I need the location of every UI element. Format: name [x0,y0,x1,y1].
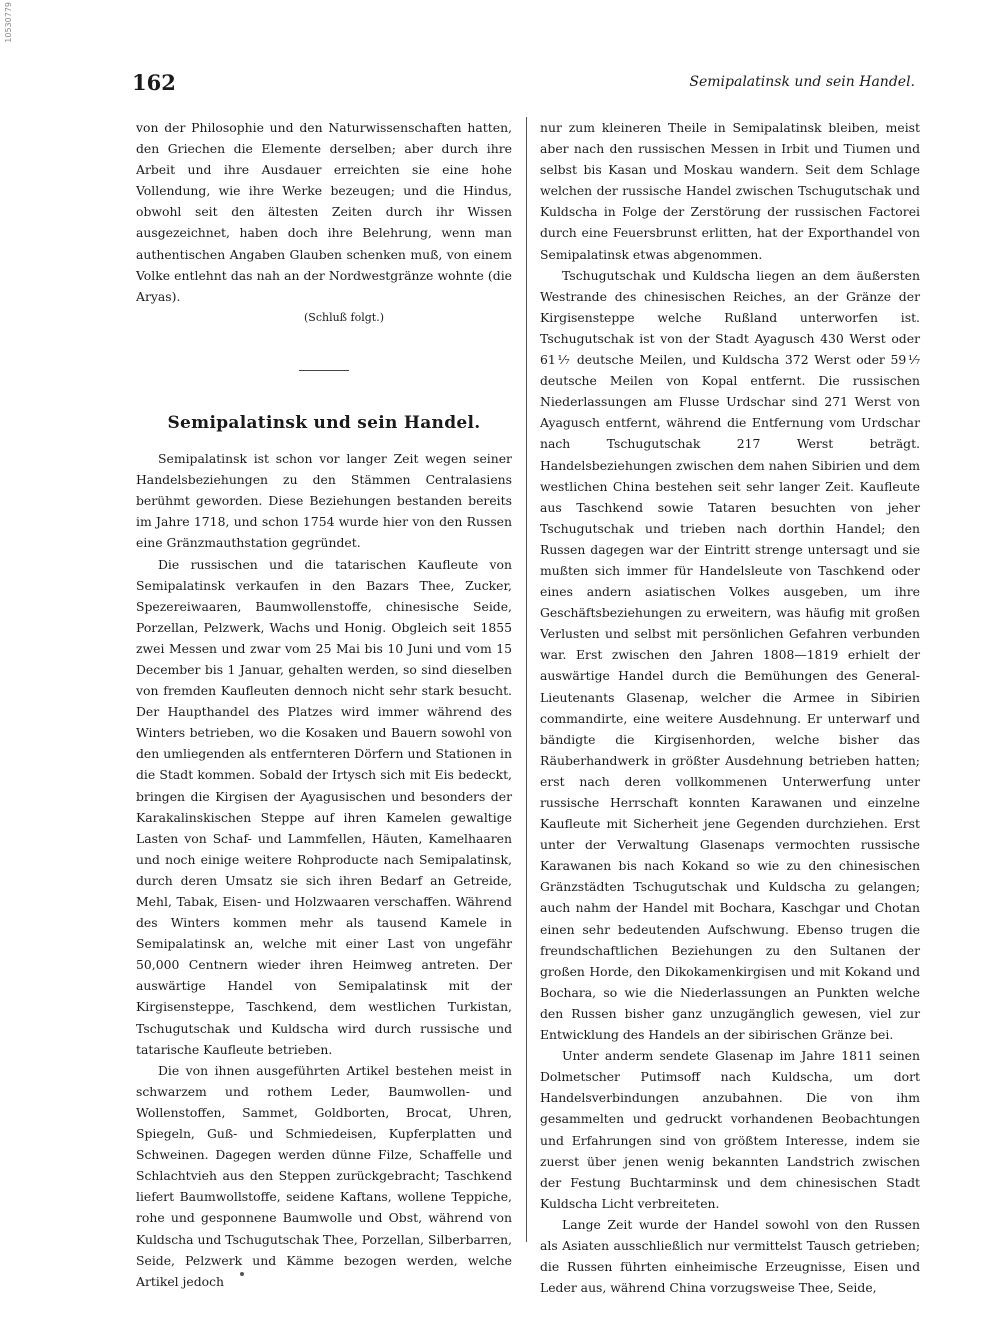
page-number: 162 [132,70,176,95]
page-header [132,70,917,100]
body-paragraph: Unter anderm sendete Glasenap im Jahre 1811 seinen Dolmetscher Putimsoff nach Kuldscha, um dort Handelsverbindungen anzubahnen. Die von ihm gesammelten und gedruckt vorhandenen Beobachtungen und Erfahrungen sind von größtem Interesse, indem sie zuerst über jenen wenig bekannten Landstrich zwischen der Festung Buchtarminsk und dem chinesischen Stadt Kuldscha Licht verbreiteten. [540,1048,920,1211]
body-paragraph: Semipalatinsk ist schon vor langer Zeit wegen seiner Handelsbeziehungen zu den Stämmen Centralasiens berühmt geworden. Diese Beziehungen bestanden bereits im Jahre 1718, und schon 1754 wurde hier von den Russen eine Gränzmauthstation gegründet. [136,451,512,551]
column-divider [526,117,527,1242]
running-title: Semipalatinsk und sein Handel. [689,74,915,90]
scan-speck [240,1272,244,1276]
section-divider [299,370,349,371]
body-paragraph: Tschugutschak und Kuldscha liegen an dem äußersten Westrande des chinesischen Reiches, an der Gränze der Kirgisensteppe welche Rußland unterworfen ist. Tschugutschak ist von der Stadt Ayagusch 430 Werst oder 61⅐ deutsche Meilen, und Kuldscha 372 Werst oder 59⅐ deutsche Meilen von Kopal entfernt. Die russischen Niederlassungen am Flusse Urdschar sind 271 Werst von Ayagusch entfernt, während die Entfernung vom Urdschar nach Tschugutschak 217 Werst beträgt. Handelsbeziehungen zwischen dem nahen Sibirien und dem westlichen China bestehen seit sehr langer Zeit. Kaufleute aus Taschkend sowie Tataren besuchten von jeher Tschugutschak und trieben nach dorthin Handel; den Russen dagegen war der Eintritt strenge untersagt und sie mußten sich immer für Handelsleute von Taschkend oder eines andern asiatischen Volkes ausgeben, um ihre Geschäftsbeziehungen zu erweitern, was häufig mit großen Verlusten und selbst mit persönlichen Gefahren verbunden war. Erst zwischen den Jahren 1808—1819 erhielt der auswärtige Handel durch die Bemühungen des General-Lieutenants Glasenap, welcher die Armee in Sibirien commandirte, eine weitere Ausdehnung. Er unterwarf und bändigte die Kirgisenhorden, welche bisher das Räuberhandwerk in größter Ausdehnung betrieben hatten; erst nach deren vollkommenen Unterwerfung unter russische Herrschaft konnten Karawanen und einzelne Kaufleute mit Sicherheit jene Gegenden durchziehen. Erst unter der Verwaltung Glasenaps vermochten russische Karawanen bis nach Kokand so wie zu den chinesischen Gränzstädten Tschugutschak und Kuldscha zu gelangen; auch nahm der Handel mit Bochara, Kaschgar und Chotan einen sehr bedeutenden Aufschwung. Ebenso trugen die freundschaftlichen Beziehungen zu den Sultanen der großen Horde, den Dikokamenkirgisen und mit Kokand und Bochara, so wie die Niederlassungen an Punkten welche den Russen bisher ganz unzugänglich gewesen, viel zur Entwicklung des Handels an der sibirischen Gränze bei. [540,267,920,1043]
scan-id-label: 10530779 [4,2,13,43]
continued-paragraph: von der Philosophie und den Naturwissenschaften hatten, den Griechen die Elemente derselben; aber durch ihre Arbeit und ihre Ausdauer erreichten sie eine hohe Vollendung, wie ihre Werke bezeugen; und die Hindus, obwohl seit den ältesten Zeiten durch ihr Wissen ausgezeichnet, haben doch ihre Belehrung, wenn man authentischen Angaben Glauben schenken muß, von einem Volke entlehnt das nah an der Nordwestgränze wohnte (die Aryas). [136,120,512,304]
to-be-continued-note: (Schluß folgt.) [304,310,384,324]
body-paragraph: Lange Zeit wurde der Handel sowohl von den Russen als Asiaten ausschließlich nur vermittelst Tausch getrieben; die Russen führten einheimische Erzeugnisse, Eisen und Leder aus, während China vorzugsweise Thee, Seide, [540,1216,920,1296]
body-paragraph: Die von ihnen ausgeführten Artikel bestehen meist in schwarzem und rothem Leder, Baumwollen- und Wollenstoffen, Sammet, Goldborten, Brocat, Uhren, Spiegeln, Guß- und Schmiedeisen, Kupferplatten und Schweinen. Dagegen werden dünne Filze, Schaffelle und Schlachtvieh aus den Steppen zurückgebracht; Taschkend liefert Baumwollstoffe, seidene Kaftans, wollene Teppiche, rohe und gesponnene Baumwolle und Obst, während von Kuldscha und Tschugutschak Thee, Porzellan, Silberbarren, Seide, Pelzwerk und Kämme bezogen werden, welche Artikel jedoch [136,1062,512,1289]
section-heading: Semipalatinsk und sein Handel. [167,412,481,433]
body-paragraph: Die russischen und die tatarischen Kaufleute von Semipalatinsk verkaufen in den Bazars Thee, Zucker, Spezereiwaaren, Baumwollenstoffe, chinesische Seide, Porzellan, Pelzwerk, Wachs und Honig. Obgleich seit 1855 zwei Messen und zwar vom 25 Mai bis 10 Juni und vom 15 December bis 1 Januar, gehalten werden, so sind dieselben von fremden Kaufleuten dennoch nicht sehr stark besucht. Der Haupthandel des Platzes wird immer während des Winters betrieben, wo die Kosaken und Bauern sowohl von den umliegenden als entfernteren Dörfern und Stationen in die Stadt kommen. Sobald der Irtysch sich mit Eis bedeckt, bringen die Kirgisen der Ayagusischen und besonders der Karakalinskischen Steppe auf ihren Kamelen gewaltige Lasten von Schaf- und Lammfellen, Häuten, Kamelhaaren und noch einige weitere Rohproducte nach Semipalatinsk, durch deren Umsatz sie sich ihren Bedarf an Getreide, Mehl, Tabak, Eisen- und Holzwaaren verschaffen. Während des Winters kommen mehr als tausend Kamele in Semipalatinsk an, welche mit einer Last von ungefähr 50,000 Centnern wieder ihren Heimweg antreten. Der auswärtige Handel von Semipalatinsk mit der Kirgisensteppe, Taschkend, dem westlichen Turkistan, Tschugutschak und Kuldscha wird durch russische und tatarische Kaufleute betrieben. [136,556,512,1057]
left-column [136,117,512,1292]
right-column [540,117,920,1298]
body-paragraph: nur zum kleineren Theile in Semipalatinsk bleiben, meist aber nach den russischen Messen in Irbit und Tiumen und selbst bis Kasan und Moskau wandern. Seit dem Schlage welchen der russische Handel zwischen Tschugutschak und Kuldscha in Folge der Zerstörung der russischen Factorei durch eine Feuersbrunst erlitten, hat der Exporthandel von Semipalatinsk etwas abgenommen. [540,120,920,262]
